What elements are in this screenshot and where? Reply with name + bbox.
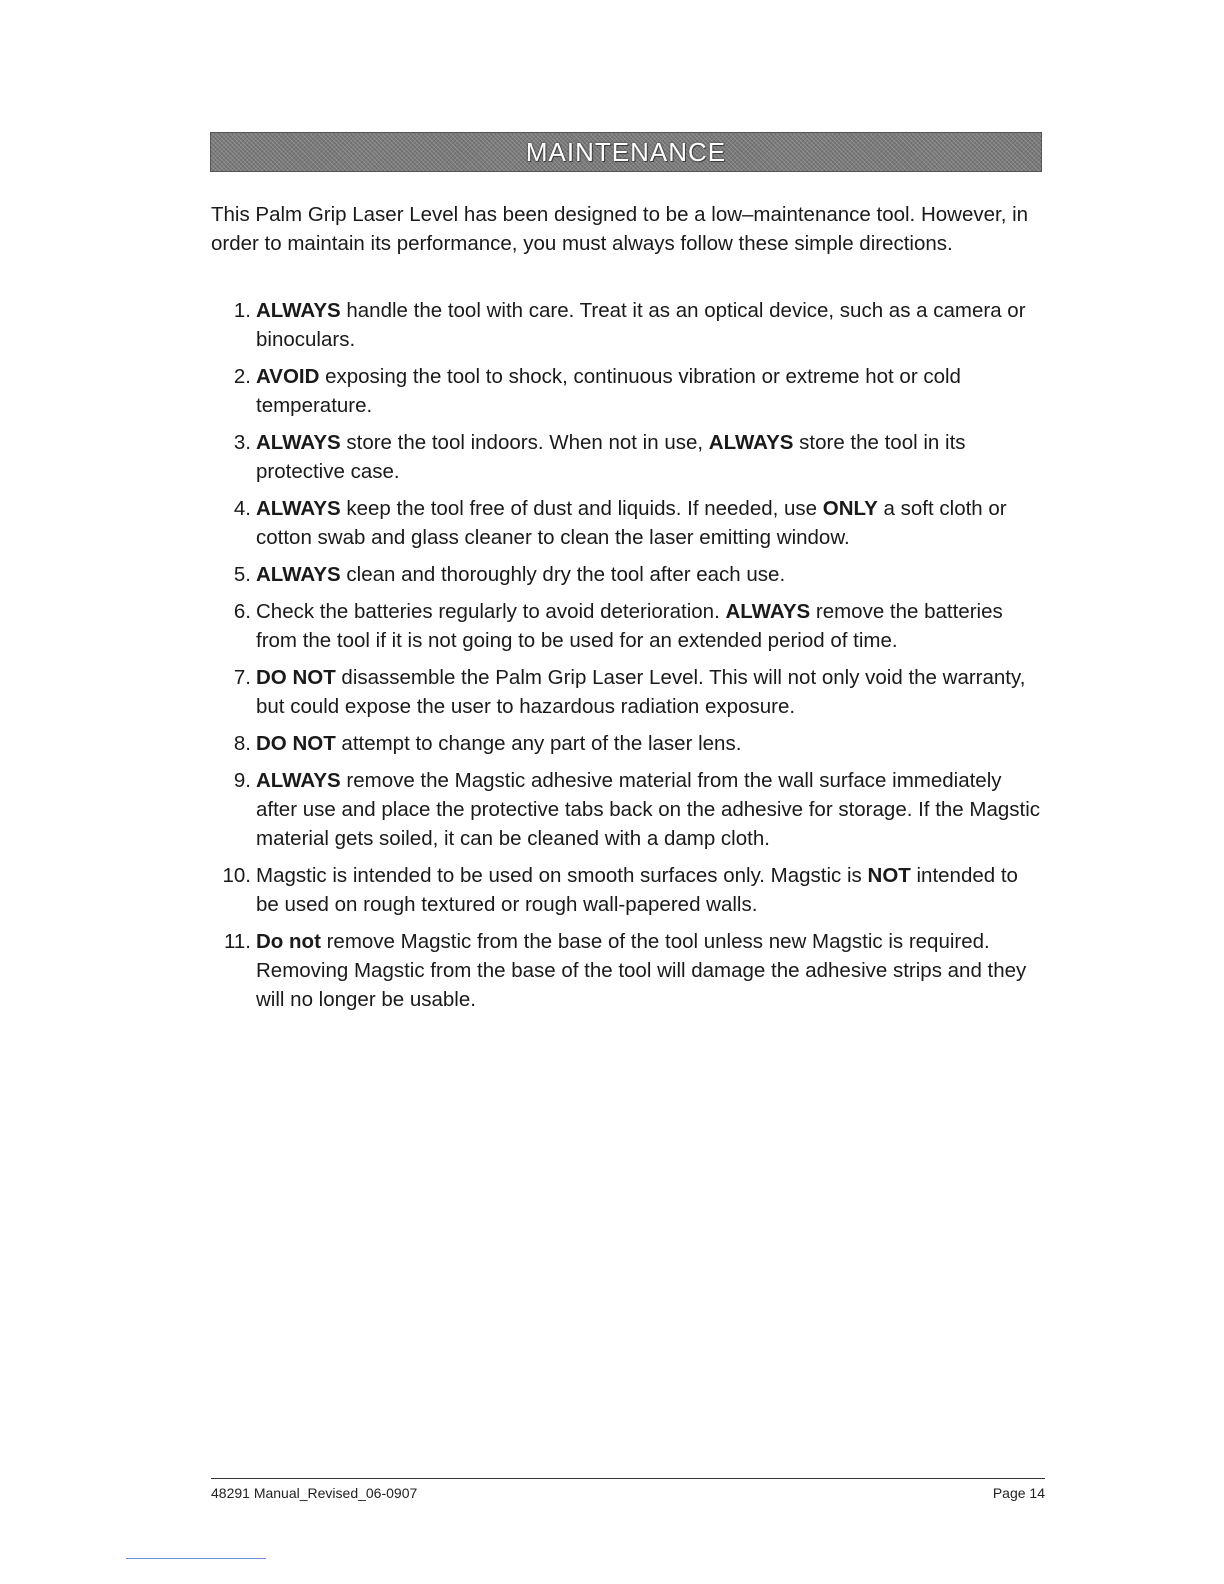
emphasis-text: ALWAYS [256,497,341,520]
document-revision: 48291 Manual_Revised_06-0907 [211,1485,418,1501]
emphasis-text: ALWAYS [725,600,811,623]
emphasis-text: DO NOT [256,666,336,689]
list-item [211,362,1041,420]
emphasis-text: ALWAYS [256,299,341,322]
list-item [211,428,1041,486]
list-item-number: 3. [233,431,251,454]
emphasis-text: ALWAYS [256,563,341,586]
list-item [211,296,1041,354]
list-item [211,927,1041,1014]
scan-artifact-line [126,1558,266,1559]
list-item-number: 7. [233,666,251,689]
list-item [211,766,1041,853]
list-item-text: remove the Magstic adhesive material from the wall surface immediately after use and place the protective tabs back on the adhesive for storage. If the Magstic material gets soiled, it can be cleaned with a damp cloth. [256,769,1041,850]
list-item-text: a soft cloth or cotton swab and glass cleaner to clean the laser emitting window. [256,497,1007,549]
list-item-number: 1. [233,299,251,322]
list-item-text: Check the batteries regularly to avoid deterioration. [256,600,726,623]
intro-paragraph: This Palm Grip Laser Level has been designed to be a low–maintenance tool. However, in order to maintain its performance, you must always follow these simple directions. [211,203,1029,255]
list-item-number: 9. [233,769,251,792]
list-item-text: store the tool indoors. When not in use, [340,431,709,454]
section-header-banner [210,132,1042,172]
list-item [211,494,1041,552]
emphasis-text: NOT [867,864,911,887]
list-item-number: 11. [224,930,251,953]
emphasis-text: DO NOT [256,732,336,755]
list-item-text: disassemble the Palm Grip Laser Level. This will not only void the warranty, but could expose the user to hazardous radiation exposure. [256,666,1026,718]
emphasis-text: ALWAYS [256,431,341,454]
list-item-number: 8. [233,732,251,755]
list-item [211,597,1041,655]
list-item-number: 10. [222,864,251,887]
list-item-text: handle the tool with care. Treat it as an optical device, such as a camera or binoculars. [256,299,1026,351]
emphasis-text: ALWAYS [256,769,341,792]
page-number: Page 14 [992,1485,1045,1501]
list-item [211,729,1041,758]
list-item [211,861,1041,919]
section-title: MAINTENANCE [525,136,727,167]
list-item [211,560,1041,589]
emphasis-text: Do not [256,930,321,953]
list-item-text: store the tool in its protective case. [256,431,966,483]
maintenance-list [211,296,1041,1022]
list-item-number: 4. [233,497,251,520]
emphasis-text: ALWAYS [708,431,794,454]
list-item-number: 6. [233,600,251,623]
list-item-text: keep the tool free of dust and liquids. If needed, use [340,497,823,520]
list-item-text: clean and thoroughly dry the tool after each use. [340,563,786,586]
list-item-text: Magstic is intended to be used on smooth surfaces only. Magstic is [256,864,868,887]
emphasis-text: AVOID [256,365,320,388]
list-item-text: intended to be used on rough textured or rough wall-papered walls. [256,864,1018,916]
list-item-number: 2. [233,365,251,388]
emphasis-text: ONLY [822,497,878,520]
list-item-text: exposing the tool to shock, continuous vibration or extreme hot or cold temperature. [256,365,961,417]
list-item-text: remove Magstic from the base of the tool unless new Magstic is required. Removing Magstic from the base of the tool will damage the adhesive strips and they will no longer be usable. [256,930,1027,1011]
list-item-number: 5. [233,563,251,586]
page-footer [211,1478,1045,1501]
list-item [211,663,1041,721]
list-item-text: attempt to change any part of the laser lens. [335,732,742,755]
list-item-text: remove the batteries from the tool if it is not going to be used for an extended period of time. [256,600,1003,652]
